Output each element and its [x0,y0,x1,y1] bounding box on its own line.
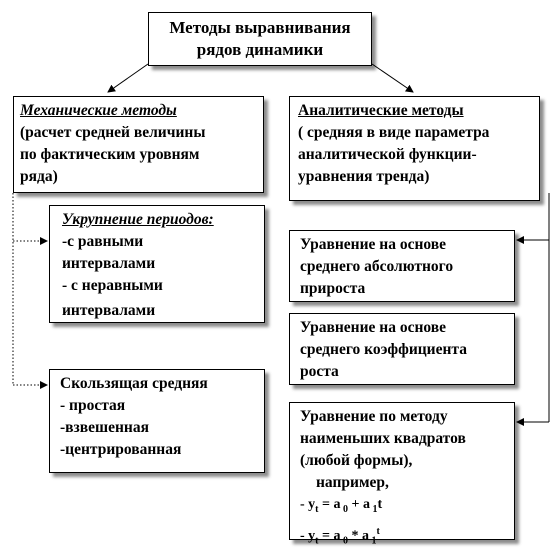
analytical-desc-3: уравнения тренда) [298,168,430,185]
title-line-2: рядов динамики [196,40,324,59]
least-squares-line-4: например, [316,474,389,491]
enlargement-line-4: интервалами [62,302,156,319]
abs-growth-line-2: среднего абсолютного [300,258,454,275]
analytical-methods-box [289,96,540,201]
growth-coef-line-3: роста [300,363,339,380]
enlargement-line-2: интервалами [62,255,156,272]
least-squares-line-3: (любой формы), [300,452,413,469]
title-box [148,12,372,66]
mechanical-desc-3: ряда) [20,168,58,185]
enlargement-heading: Укрупнение периодов: [62,211,214,228]
analytical-desc-2: аналитической функции- [298,146,477,163]
analytical-heading: Аналитические методы [298,102,464,119]
enlargement-line-3: - с неравными [62,277,163,294]
moving-average-line-1: Скользящая средняя [60,375,208,392]
mechanical-heading: Механические методы [20,102,177,119]
moving-average-line-2: - простая [60,397,126,414]
abs-growth-line-3: прироста [300,280,366,297]
analytical-desc-1: ( средняя в виде параметра [298,124,490,141]
growth-coef-line-1: Уравнение на основе [300,319,447,336]
mechanical-desc-1: (расчет средней величины [20,124,206,141]
growth-coef-line-2: среднего коэффициента [300,341,467,358]
abs-growth-line-1: Уравнение на основе [300,236,447,253]
growth-coef-box [289,313,515,385]
least-squares-line-1: Уравнение по методу [300,408,448,425]
enlargement-line-1: -с равными [62,233,144,250]
formula-exponential: - $y_t = a$ $_0$ * a $_1^t$ [300,525,380,547]
abs-growth-box [289,230,515,302]
least-squares-line-2: наименьших квадратов [300,430,466,447]
mechanical-methods-box [13,96,264,193]
mechanical-desc-2: по фактическим уровням [20,146,200,163]
formula-linear: - $y_t = a$ $_0$ + a $_1$t [300,497,383,515]
title-line-1: Методы выравнивания [169,18,351,37]
arrow-title-to-analytical [372,64,413,92]
moving-average-line-3: -взвешенная [60,419,149,436]
moving-average-box [49,369,265,473]
least-squares-box [289,402,515,547]
moving-average-line-4: -центрированная [60,441,182,458]
arrow-title-to-mechanical [108,64,148,92]
enlargement-box [49,205,265,323]
